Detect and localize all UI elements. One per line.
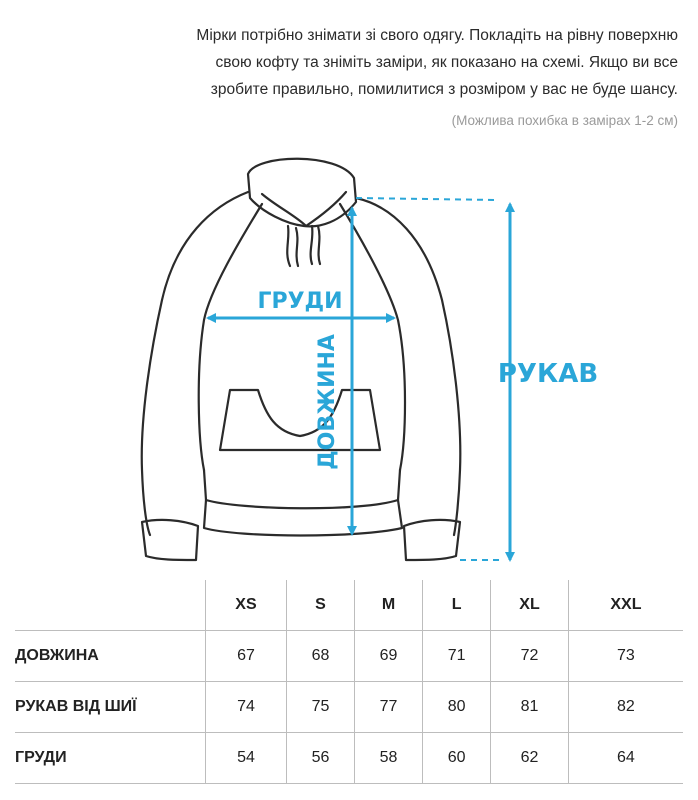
table-cell: 54 [206,733,287,784]
table-cell: 82 [568,682,683,733]
chest-label: ГРУДИ [257,289,343,314]
hoodie-outline [142,159,461,560]
table-cell: 60 [423,733,491,784]
table-cell: 69 [355,631,423,682]
intro-text [18,22,678,103]
size-xs: XS [206,580,287,631]
intro-line-1: Мірки потрібно знімати зі свого одягу. Покладіть на рівну поверхню [196,27,678,44]
size-s: S [286,580,354,631]
table-cell: 64 [568,733,683,784]
table-row [15,631,683,682]
size-header-row [15,580,683,631]
table-cell: 74 [206,682,287,733]
table-cell: 80 [423,682,491,733]
table-cell: 62 [491,733,569,784]
measurement-note: (Можлива похибка в замірах 1-2 см) [451,113,678,128]
table-row [15,733,683,784]
table-cell: 68 [286,631,354,682]
table-cell: 58 [355,733,423,784]
table-cell: 77 [355,682,423,733]
table-corner [15,580,206,631]
size-chart-table [15,580,683,784]
intro-line-3: зробите правильно, помилитися з розміром у вас не буде шансу. [210,81,678,98]
size-xxl: XXL [568,580,683,631]
table-cell: 73 [568,631,683,682]
length-label: ДОВЖИНА [315,334,340,470]
hoodie-diagram [0,140,698,580]
sleeve-arrow-top-guide [356,198,498,200]
table-cell: 71 [423,631,491,682]
table-cell: 67 [206,631,287,682]
row-label-length: ДОВЖИНА [15,631,206,682]
row-label-sleeve: РУКАВ ВІД ШИЇ [15,682,206,733]
intro-line-2: свою кофту та зніміть заміри, як показано на схемі. Якщо ви все [215,54,678,71]
table-cell: 72 [491,631,569,682]
size-l: L [423,580,491,631]
row-label-chest: ГРУДИ [15,733,206,784]
table-cell: 56 [286,733,354,784]
size-m: M [355,580,423,631]
sleeve-label: РУКАВ [497,359,599,389]
table-cell: 75 [286,682,354,733]
table-cell: 81 [491,682,569,733]
size-xl: XL [491,580,569,631]
table-row [15,682,683,733]
